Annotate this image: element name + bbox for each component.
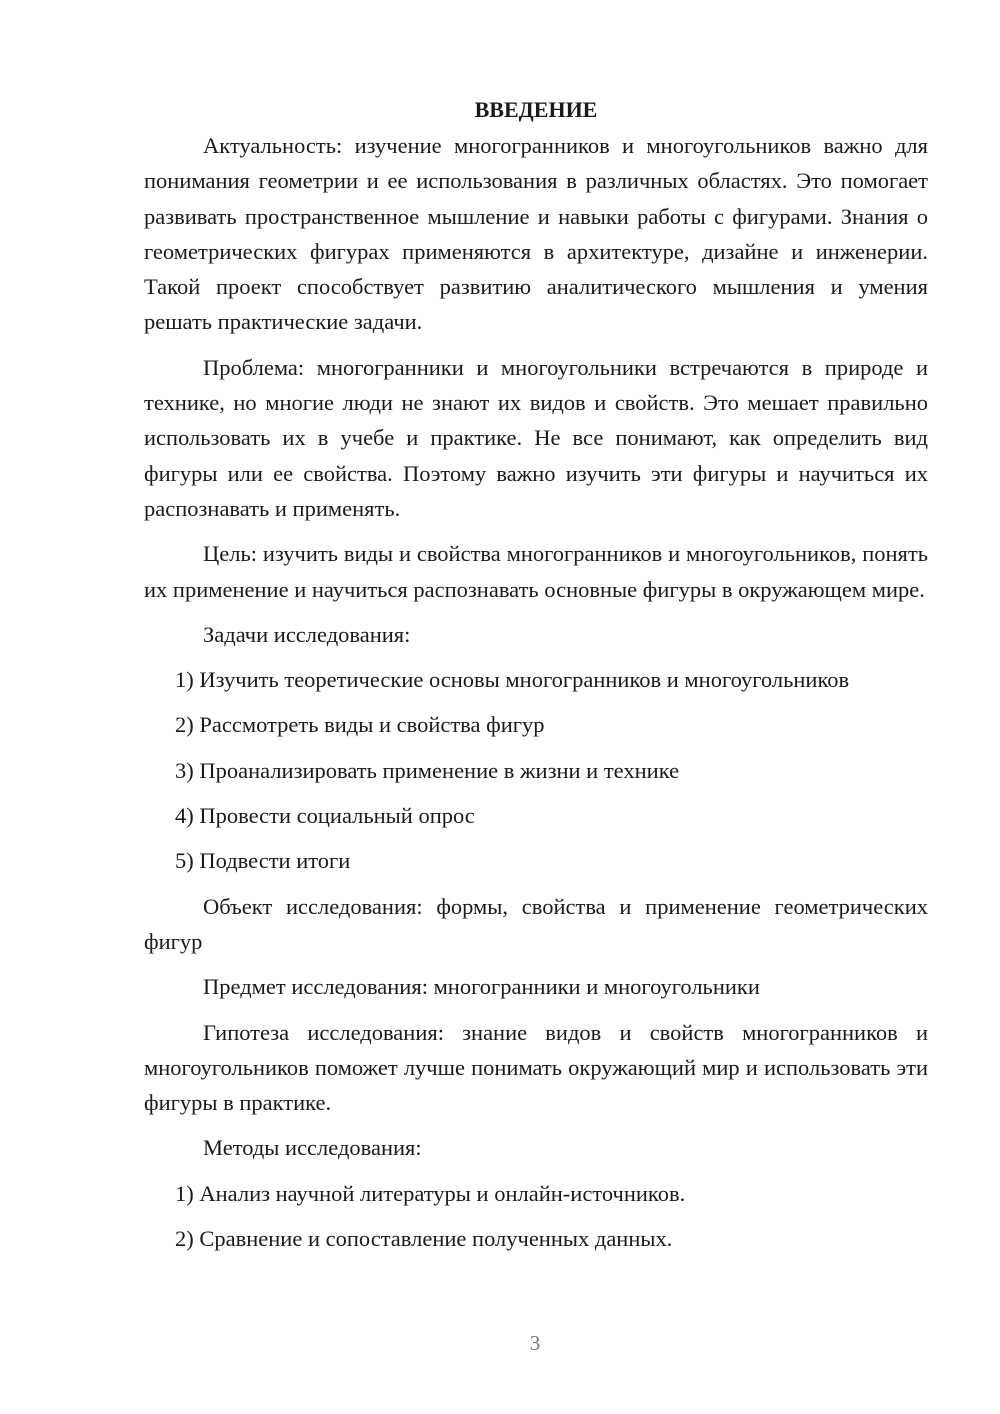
task-item-2: 2) Рассмотреть виды и свойства фигур	[175, 712, 545, 738]
tasks-heading: Задачи исследования:	[203, 621, 411, 647]
methods-heading: Методы исследования:	[203, 1135, 422, 1161]
page-content	[144, 92, 928, 1266]
object-paragraph: Объект исследования: формы, свойства и применение геометрических фигур	[144, 893, 928, 954]
problem-paragraph: Проблема: многогранники и многоугольники встречаются в природе и технике, но многие люди не знают их видов и свойств. Это мешает правильно использовать их в учебе и практике. Не все понимают, как определить вид фигуры или ее свойства. Поэтому важно изучить эти фигуры и научиться их распознавать и применять.	[144, 354, 928, 521]
hypothesis-paragraph: Гипотеза исследования: знание видов и свойств многогранников и многоугольников поможет лучше понимать окружающий мир и использовать эти фигуры в практике.	[144, 1019, 928, 1116]
task-item-4: 4) Провести социальный опрос	[175, 803, 475, 829]
relevance-paragraph: Актуальность: изучение многогранников и многоугольников важно для понимания геометрии и ее использования в различных областях. Это помогает развивать пространственное мышление и навыки работы с фигурами. Знания о геометрических фигурах применяются в архитектуре, дизайне и инженерии. Такой проект способствует развитию аналитического мышления и умения решать практические задачи.	[144, 133, 928, 335]
page-number: 3	[529, 1331, 541, 1355]
method-item-1: 1) Анализ научной литературы и онлайн-источников.	[175, 1180, 686, 1206]
task-item-1: 1) Изучить теоретические основы многогранников и многоугольников	[175, 667, 850, 693]
task-item-3: 3) Проанализировать применение в жизни и технике	[175, 757, 680, 783]
page-title: ВВЕДЕНИЕ	[474, 97, 598, 122]
goal-paragraph: Цель: изучить виды и свойства многогранников и многоугольников, понять их применение и научиться распознавать основные фигуры в окружающем мире.	[144, 541, 928, 602]
method-item-2: 2) Сравнение и сопоставление полученных данных.	[175, 1226, 673, 1252]
task-item-5: 5) Подвести итоги	[175, 848, 351, 874]
subject-paragraph: Предмет исследования: многогранники и многоугольники	[203, 974, 760, 1000]
